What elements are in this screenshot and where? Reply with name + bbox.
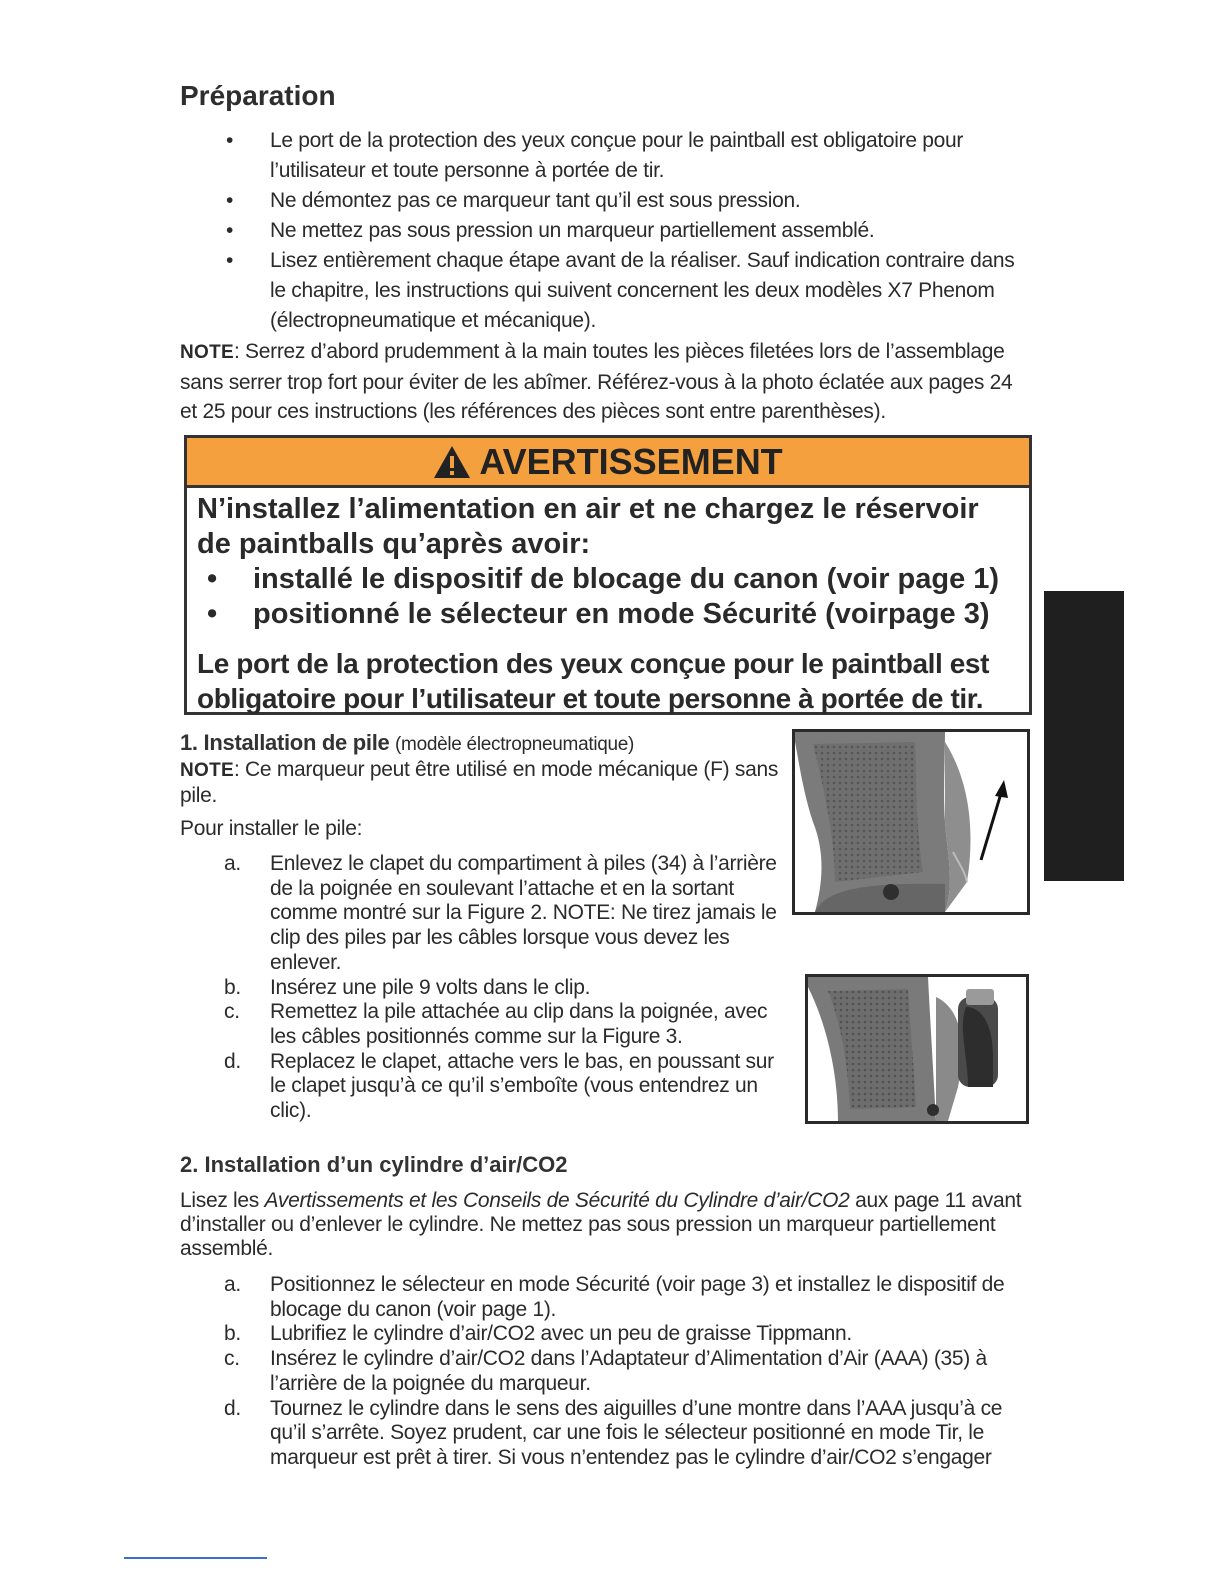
list-item	[180, 1273, 1030, 1322]
step-letter: a.	[224, 852, 241, 875]
list-item: • Le port de la protection des yeux conçue pour le paintball est obligatoire pour l’utilisateur et toute personne à portée de tir.	[180, 126, 1030, 186]
warning-box	[184, 435, 1032, 715]
step-letter: d.	[224, 1396, 241, 1420]
list-item	[180, 1050, 784, 1124]
step-text: Positionnez le sélecteur en mode Sécurité (voir page 3) et installez le dispositif de blocage du canon (voir page 1).	[270, 1273, 1005, 1321]
step-text: Replacez le clapet, attache vers le bas, en poussant sur le clapet jusqu’à ce qu’il s’emboîte (vous entendrez un clic).	[270, 1049, 774, 1123]
list-item: • Ne mettez pas sous pression un marqueur partiellement assemblé.	[180, 216, 1030, 246]
step-text: Tournez le cylindre dans le sens des aiguilles d’une montre dans l’AAA jusqu’à ce qu’il s’arrête. Soyez prudent, car une fois le sélecteur positionné en mode Tir, le marqueur est prêt à tirer. Si vous n’entendez pas le cylindre d’air/CO2 s’engager	[270, 1396, 1003, 1469]
warning-list	[197, 562, 1019, 632]
list-item	[180, 1000, 784, 1049]
list-item	[180, 976, 784, 1001]
section-title-preparation: Préparation	[180, 80, 336, 111]
section2-title	[180, 1153, 1030, 1178]
section2-intro	[180, 1189, 1025, 1261]
list-item	[180, 1347, 1030, 1396]
step-text: Enlevez le clapet du compartiment à piles (34) à l’arrière de la poignée en soulevant l’attache et en la sortant comme montré sur la Figure 2. NOTE: Ne tirez jamais le clip des piles par les câbles lorsque vous devez les enlever.	[270, 852, 777, 974]
footer-rule	[124, 1557, 267, 1559]
figure-2-grip-photo	[792, 729, 1030, 915]
section1-steps	[180, 852, 784, 1124]
warning-footer: Le port de la protection des yeux conçue pour le paintball est obligatoire pour l’utilisateur et toute personne à portée de tir.	[197, 648, 990, 714]
note-text: : Serrez d’abord prudemment à la main toutes les pièces filetées lors de l’assemblage sans serrer trop fort pour éviter de les abîmer. Référez-vous à la photo éclatée aux pages 24 et 25 pour ces instructions (les références des pièces sont entre parenthèses).	[180, 340, 1013, 423]
list-item: • Ne démontez pas ce marqueur tant qu’il est sous pression.	[180, 186, 1030, 216]
note-text: : Ce marqueur peut être utilisé en mode mécanique (F) sans pile.	[180, 758, 779, 807]
warning-intro: N’installez l’alimentation en air et ne chargez le réservoir de paintballs qu’après avoir:	[197, 493, 979, 560]
warning-title: AVERTISSEMENT	[479, 440, 783, 482]
intro-text: aux page 11 avant d’installer ou d’enlever le cylindre. Ne mettez pas sous pression un marqueur partiellement assemblé.	[180, 1189, 1022, 1260]
step-text: Insérez le cylindre d’air/CO2 dans l’Adaptateur d’Alimentation d’Air (AAA) (35) à l’arrière de la poignée du marqueur.	[270, 1347, 987, 1395]
section1-header	[180, 731, 780, 808]
step-letter: c.	[224, 1347, 240, 1371]
list-item: • Lisez entièrement chaque étape avant de la réaliser. Sauf indication contraire dans le chapitre, les instructions qui suivent concernent les deux modèles X7 Phenom (électropneumatique et mécanique).	[180, 246, 1030, 336]
intro-italic: Avertissements et les Conseils de Sécurité du Cylindre d’air/CO2	[264, 1189, 850, 1212]
intro-text: Lisez les	[180, 1189, 265, 1212]
grip-illustration	[795, 732, 1027, 912]
step-text: Lubrifiez le cylindre d’air/CO2 avec un peu de graisse Tippmann.	[270, 1322, 852, 1346]
preparation-bullet-list	[180, 126, 1030, 336]
step-letter: d.	[224, 1049, 241, 1073]
note-label: NOTE	[180, 760, 234, 781]
section1-title: 1. Installation de pile	[180, 730, 390, 755]
section2-title-text: 2. Installation d’un cylindre d’air/CO2	[180, 1152, 568, 1177]
step-text: Insérez une pile 9 volts dans le clip.	[270, 975, 591, 999]
section1-subtitle: (modèle électropneumatique)	[395, 734, 635, 755]
warning-header	[187, 438, 1029, 488]
note-label: NOTE	[180, 342, 234, 363]
battery-illustration	[808, 977, 1026, 1121]
list-item	[180, 1322, 1030, 1347]
figure-3-battery-photo	[805, 974, 1029, 1124]
step-text: Remettez la pile attachée au clip dans la poignée, avec les câbles positionnés comme sur la Figure 3.	[270, 1000, 768, 1048]
assembly-note	[180, 337, 1030, 427]
step-letter: a.	[224, 1273, 241, 1296]
section2-steps	[180, 1273, 1030, 1471]
list-item: • installé le dispositif de blocage du canon (voir page 1)	[197, 562, 1019, 597]
chapter-tab-marker	[1044, 591, 1124, 881]
section1-intro: Pour installer le pile:	[180, 817, 363, 840]
step-letter: b.	[224, 975, 241, 999]
step-letter: c.	[224, 1000, 240, 1024]
list-item	[180, 852, 784, 976]
list-item: • positionné le sélecteur en mode Sécurité (voirpage 3)	[197, 597, 1019, 632]
step-letter: b.	[224, 1322, 241, 1346]
warning-body	[187, 488, 1029, 716]
list-item	[180, 1397, 1030, 1471]
warning-triangle-icon	[433, 445, 471, 479]
